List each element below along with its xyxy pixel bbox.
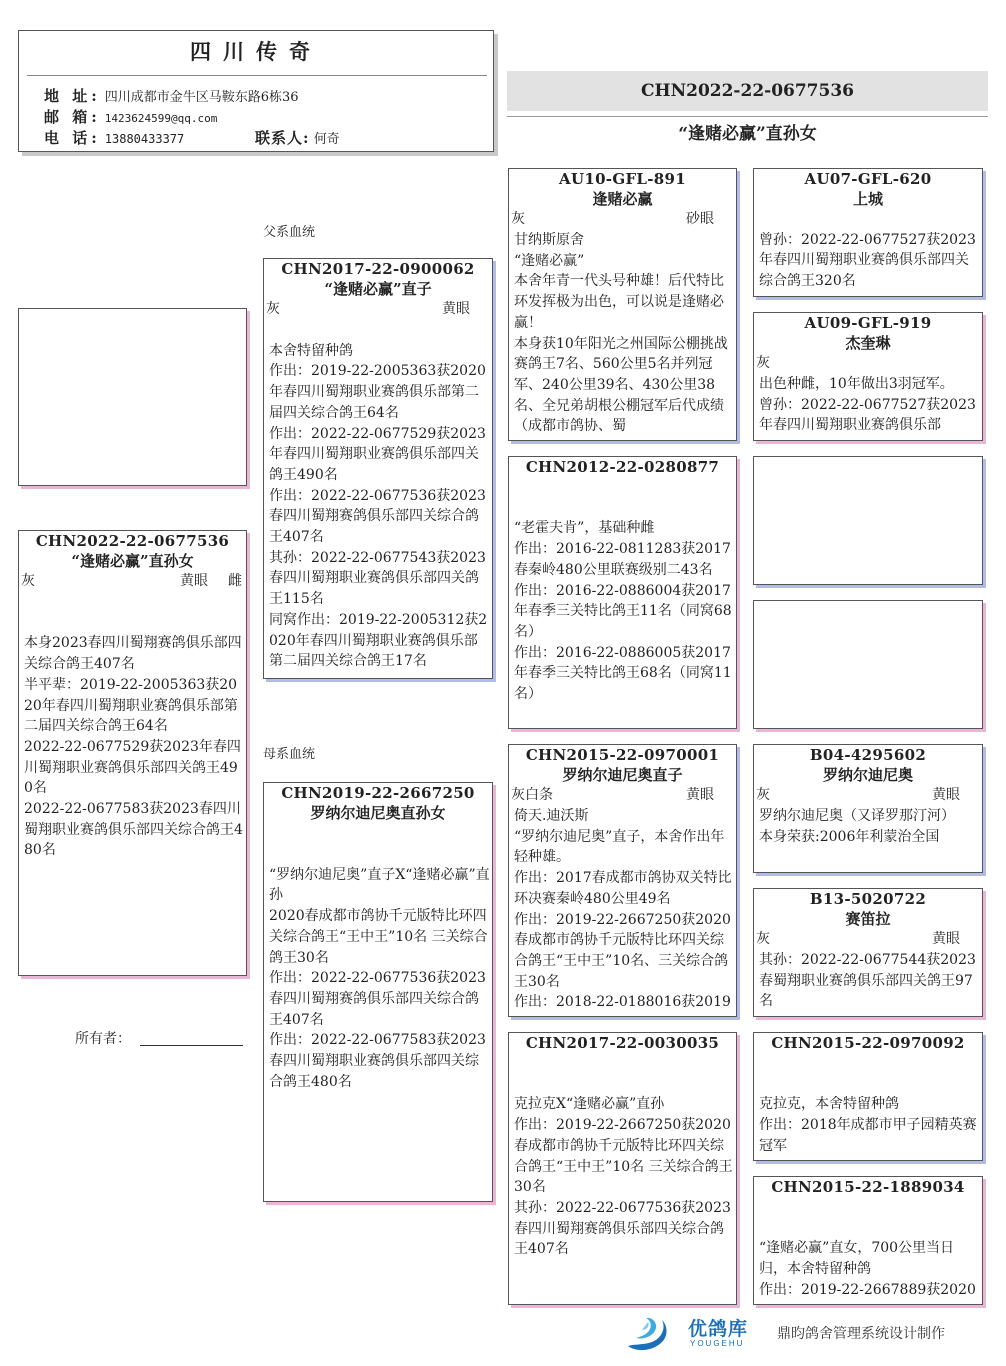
sire-name: “逢赌必赢”直子	[324, 280, 432, 298]
loft-divider	[27, 75, 487, 76]
email-value: 1423624599@qq.com	[104, 112, 218, 125]
subject-card	[18, 530, 247, 976]
dam-notes: “罗纳尔迪尼奥”直子X“逢赌必赢”直孙 2020春成都市鸽协千元版特比环四关综合鸽王“王中王”10名 三关综合鸽王30名 作出：2022-22-0677536获2023春四川蜀翔赛鸽俱乐部四关综合鸽王407名 作出：2022-22-0677583获2023春四川蜀翔职业赛鸽俱乐部四关综合鸽王480名	[269, 866, 490, 1090]
dam-traits	[264, 823, 492, 844]
loft-phone-row	[44, 129, 184, 149]
dam-dam-sire-ring: CHN2015-22-0970092	[771, 1034, 965, 1052]
dam-sire-dam-traits	[754, 929, 982, 950]
sire-sire-dam-ring: AU09-GFL-919	[804, 314, 932, 332]
loft-address-row	[44, 87, 299, 107]
dam-sire-dam-color: 灰	[756, 931, 770, 947]
dam-dam-sire-notes: 克拉克，本舍特留种鸽 作出：2018年成都市甲子园精英赛冠军	[759, 1096, 977, 1154]
sire-sire-sire-notes: 曾孙：2022-22-0677527获2023年春四川蜀翔职业赛鸽俱乐部四关综合鸽王320名	[759, 231, 976, 290]
sire-card	[263, 258, 493, 679]
sire-sire-eye: 砂眼	[686, 211, 714, 227]
subject-eye: 黄眼	[180, 573, 208, 589]
phone-value: 13880433377	[104, 132, 185, 146]
dam-sire-color: 灰白条	[511, 787, 553, 803]
dam-sire-sire-traits	[754, 785, 982, 806]
dam-sire-dam-eye: 黄眼	[932, 931, 960, 947]
sire-dam-card	[508, 456, 737, 729]
sire-dam-ring: CHN2012-22-0280877	[525, 458, 720, 476]
subject-name: “逢赌必赢”直孙女	[71, 552, 194, 570]
subject-color: 灰	[21, 573, 35, 589]
owner-label: 所有者：	[75, 1031, 131, 1047]
dam-sire-sire-ring: B04-4295602	[809, 746, 927, 764]
sire-sire-sire-ring: AU07-GFL-620	[804, 170, 932, 188]
dam-sire-sire-name: 罗纳尔迪尼奥	[822, 766, 913, 784]
subject-notes: 本身2023春四川蜀翔赛鸽俱乐部四关综合鸽王407名 半平辈：2019-22-2005363获2020年春四川蜀翔职业赛鸽俱乐部第二届四关综合鸽王64名 2022-22-0677529获2023年春四川蜀翔职业赛鸽俱乐部四关鸽王490名 2022-22-0677583获2023春四川蜀翔职业赛鸽俱乐部四关综合鸽王480名	[24, 635, 243, 859]
sire-traits	[264, 299, 492, 320]
yougehu-logo-icon	[622, 1312, 682, 1354]
dam-dam-ring: CHN2017-22-0030035	[525, 1034, 720, 1052]
sire-sire-dam-color: 灰	[756, 355, 770, 371]
bird-photo-frame	[18, 308, 247, 486]
sire-color: 灰	[266, 301, 280, 317]
dam-dam-dam-ring: CHN2015-22-1889034	[771, 1178, 965, 1196]
banner-divider	[507, 116, 988, 117]
dam-sire-eye: 黄眼	[686, 787, 714, 803]
loft-info-card	[18, 30, 494, 152]
footer-brand-sub: YOUGEHU	[690, 1339, 745, 1348]
address-value: 四川成都市金牛区马鞍东路6栋36	[104, 90, 299, 105]
contact-label: 联系人:	[255, 129, 310, 147]
subject-ring: CHN2022-22-0677536	[35, 532, 230, 550]
bird-name-title: “逢赌必赢”直孙女	[678, 124, 817, 144]
loft-title: 四川传奇	[190, 39, 322, 64]
subject-sex: 雌	[228, 573, 242, 589]
dam-sire-sire-color: 灰	[756, 787, 770, 803]
sire-dam-notes: “老霍夫肯”，基础种雌 作出：2016-22-0811283获2017春秦岭480公里联赛级别二43名 作出：2016-22-0886004获2017年春季三关特比鸽王11名（同窝68名） 作出：2016-22-0886005获2017年春季三关特比鸽王68名（同窝11名）	[514, 520, 732, 703]
dam-sire-dam-notes: 其孙：2022-22-0677544获2023春蜀翔职业赛鸽俱乐部四关鸽王97名	[759, 952, 976, 1010]
dam-sire-dam-name: 赛笛拉	[845, 910, 891, 928]
dam-sire-sire-card	[753, 744, 983, 873]
dam-side-label: 母系血统	[263, 747, 316, 762]
dam-dam-notes: 克拉克X“逢赌必赢”直孙 作出：2019-22-2667250获2020春成都市鸽协千元版特比环四关综合鸽王“王中王”10名 三关综合鸽王30名 其孙：2022-22-0677536获2023春四川蜀翔赛鸽俱乐部四关综合鸽王407名	[514, 1096, 733, 1258]
sire-sire-ring: AU10-GFL-891	[559, 170, 686, 188]
dam-dam-dam-notes: “逢赌必赢”直女，700公里当日归，本舍特留种鸽 作出：2019-22-2667889获2020	[759, 1240, 976, 1298]
contact-value: 何奇	[313, 132, 340, 147]
dam-sire-card	[508, 744, 737, 1017]
sire-dam-sire-card	[753, 456, 983, 585]
dam-sire-notes: 倚天.迪沃斯 “罗纳尔迪尼奥”直子，本舍作出年轻种雄。 作出：2017春成都市鸽协双关特比环决赛秦岭480公里49名 作出：2019-22-2667250获2020春成都市鸽协千元版特比环四关综合鸽王“王中王”10名、三关综合鸽王30名 作出：2018-22-0188016获2019	[514, 808, 732, 1011]
dam-card	[263, 782, 493, 1202]
dam-ring: CHN2019-22-2667250	[281, 784, 475, 802]
dam-sire-ring: CHN2015-22-0970001	[525, 746, 720, 764]
dam-sire-sire-notes: 罗纳尔迪尼奥（又译罗那汀河） 本身荣获:2006年利蒙治全国	[759, 808, 955, 845]
sire-dam-dam-card	[753, 600, 983, 729]
dam-sire-traits	[509, 785, 736, 806]
sire-notes: 本舍特留种鸽 作出：2019-22-2005363获2020年春四川蜀翔职业赛鸽俱乐部第二届四关综合鸽王64名 作出：2022-22-0677529获2023年春四川蜀翔职业赛鸽俱乐部四关鸽王490名 作出：2022-22-0677536获2023春四川蜀翔赛鸽俱乐部四关综合鸽王407名 其孙：2022-22-0677543获2023春四川蜀翔职业赛鸽俱乐部四关鸽王115名 同窝作出：2019-22-2005312获2020年春四川蜀翔职业赛鸽俱乐部第二届四关综合鸽王17名	[269, 342, 488, 670]
sire-sire-color: 灰	[511, 211, 525, 227]
sire-sire-dam-notes: 出色种雌，10年做出3羽冠军。 曾孙：2022-22-0677527获2023年春四川蜀翔职业赛鸽俱乐部	[759, 376, 976, 434]
phone-label: 电 话:	[44, 129, 101, 147]
sire-sire-sire-name: 上城	[852, 190, 883, 208]
dam-dam-card	[508, 1032, 737, 1305]
sire-sire-dam-name: 杰奎琳	[845, 334, 891, 352]
address-label: 地 址:	[44, 87, 101, 105]
dam-sire-dam-ring: B13-5020722	[809, 890, 927, 908]
dam-name: 罗纳尔迪尼奥直孙女	[310, 804, 446, 822]
footer-credit: 鼎昀鸽舍管理系统设计制作	[777, 1326, 945, 1342]
email-label: 邮 箱:	[44, 108, 101, 126]
sire-sire-sire-card	[753, 168, 983, 297]
sire-eye: 黄眼	[442, 301, 470, 317]
sire-sire-notes: 甘纳斯原舍 “逢赌必赢” 本舍年青一代头号种雄！后代特比环发挥极为出色，可以说是逢赌必赢！ 本身获10年阳光之州国际公棚挑战赛鸽王7名、560公里5名并列冠军、240公里39名、430公里38名、全兄弟胡根公棚冠军后代成绩（成都市鸽协、蜀	[514, 232, 728, 435]
sire-sire-dam-card	[753, 312, 983, 441]
loft-contact-row	[255, 129, 340, 149]
owner-signature-line	[140, 1045, 243, 1046]
sire-ring: CHN2017-22-0900062	[281, 260, 475, 278]
bird-ring-banner: CHN2022-22-0677536	[507, 71, 988, 111]
sire-sire-card	[508, 168, 737, 441]
subject-traits	[19, 571, 246, 592]
loft-email-row	[44, 108, 217, 128]
sire-sire-dam-traits	[754, 353, 982, 374]
dam-sire-name: 罗纳尔迪尼奥直子	[562, 766, 683, 784]
sire-sire-traits	[509, 209, 736, 230]
dam-dam-dam-card	[753, 1176, 983, 1305]
sire-sire-name: 逢赌必赢	[592, 190, 653, 208]
sire-side-label: 父系血统	[263, 225, 316, 240]
footer	[622, 1312, 982, 1354]
dam-dam-sire-card	[753, 1032, 983, 1161]
footer-brand: 优鸽库	[688, 1319, 749, 1340]
dam-sire-sire-eye: 黄眼	[932, 787, 960, 803]
dam-sire-dam-card	[753, 888, 983, 1017]
